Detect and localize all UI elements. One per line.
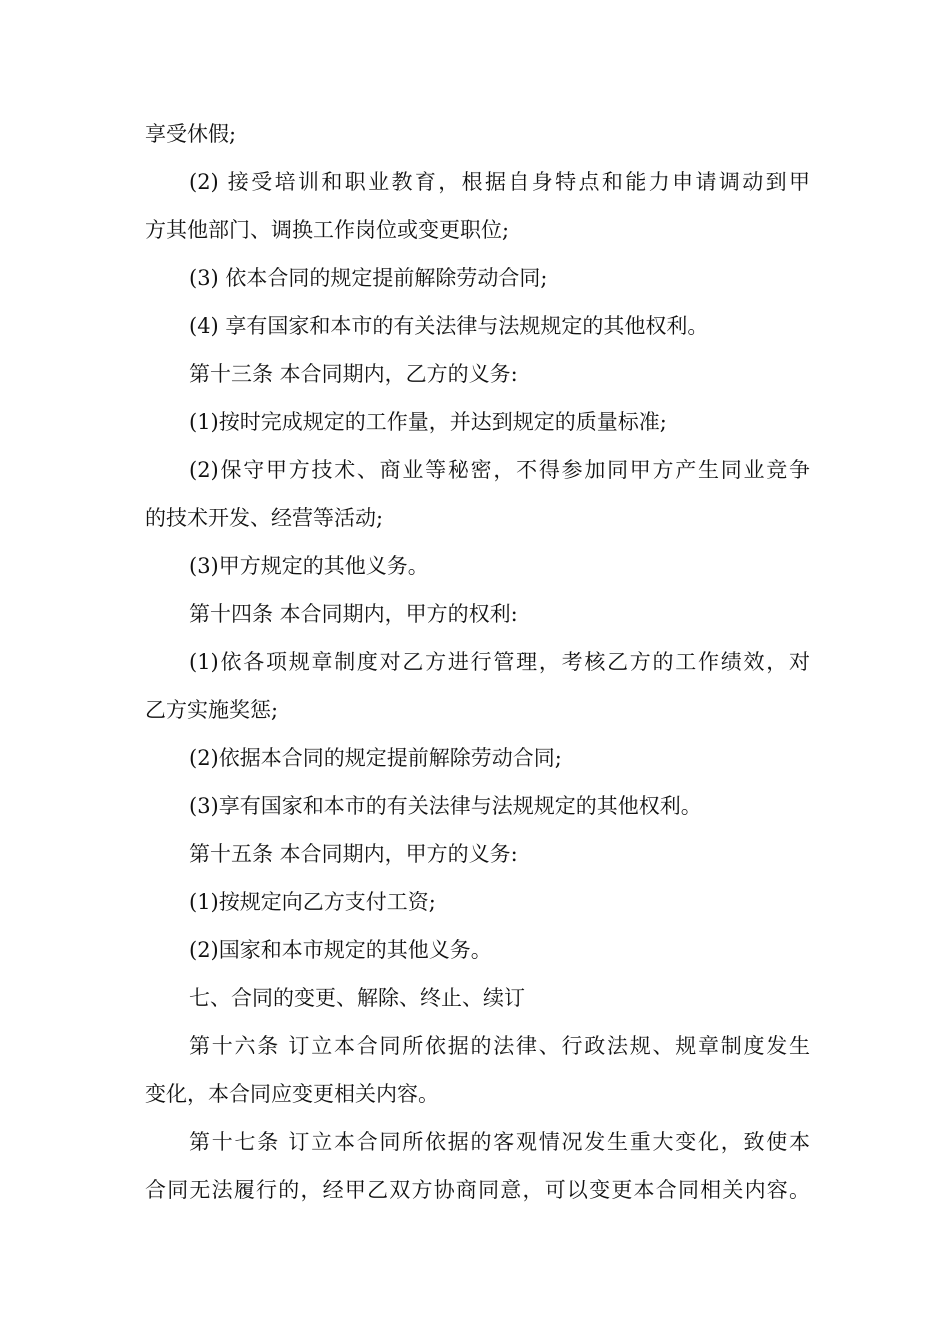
text-line: (1)按时完成规定的工作量，并达到规定的质量标准; — [189, 410, 667, 434]
article-heading: 第十七条 订立本合同所依据的客观情况发生重大变化，致使本 — [189, 1130, 810, 1154]
section-heading: 七、合同的变更、解除、终止、续订 — [189, 986, 525, 1010]
text-line: (2)国家和本市规定的其他义务。 — [189, 938, 492, 962]
text-line: (3)甲方规定的其他义务。 — [189, 554, 429, 578]
text-line: (2)依据本合同的规定提前解除劳动合同; — [189, 746, 562, 770]
article-heading: 第十四条 本合同期内，甲方的权利: — [189, 602, 518, 626]
article-heading: 第十五条 本合同期内，甲方的义务: — [189, 842, 518, 866]
text-line: (1)按规定向乙方支付工资; — [189, 890, 436, 914]
text-line: 变化，本合同应变更相关内容。 — [145, 1082, 439, 1106]
text-line: 方其他部门、调换工作岗位或变更职位; — [145, 218, 510, 242]
text-line: 的技术开发、经营等活动; — [145, 506, 384, 530]
text-line: (2) 接受培训和职业教育，根据自身特点和能力申请调动到甲 — [189, 170, 810, 194]
text-line: (1)依各项规章制度对乙方进行管理，考核乙方的工作绩效，对 — [189, 650, 810, 674]
text-line: (3)享有国家和本市的有关法律与法规规定的其他权利。 — [189, 794, 702, 818]
text-line: 合同无法履行的，经甲乙双方协商同意，可以变更本合同相关内容。 — [145, 1178, 810, 1202]
document-body — [145, 110, 810, 1214]
text-line: (4) 享有国家和本市的有关法律与法规规定的其他权利。 — [189, 314, 709, 338]
article-heading: 第十六条 订立本合同所依据的法律、行政法规、规章制度发生 — [189, 1034, 810, 1058]
text-line: 乙方实施奖惩; — [145, 698, 279, 722]
text-line: 享受休假; — [145, 122, 237, 146]
text-line: (3) 依本合同的规定提前解除劳动合同; — [189, 266, 548, 290]
text-line: (2)保守甲方技术、商业等秘密，不得参加同甲方产生同业竞争 — [189, 458, 810, 482]
article-heading: 第十三条 本合同期内，乙方的义务: — [189, 362, 518, 386]
